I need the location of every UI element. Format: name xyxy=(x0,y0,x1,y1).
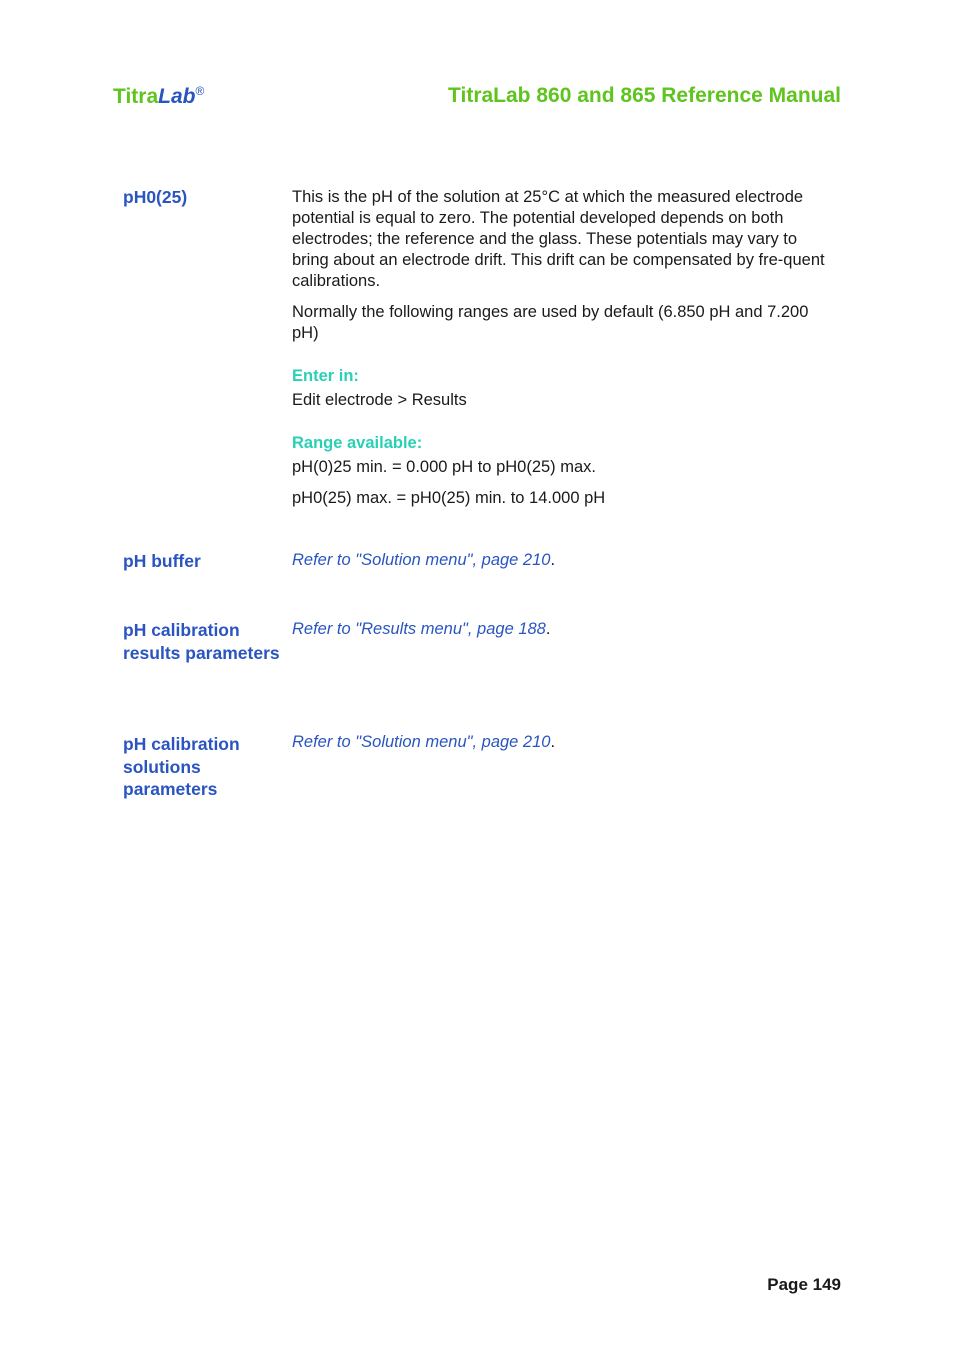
manual-title: TitraLab 860 and 865 Reference Manual xyxy=(448,84,841,107)
enter-in-label: Enter in: xyxy=(292,367,359,385)
ph-buffer-description: Refer to "Solution menu", page 210. xyxy=(292,551,556,569)
ph-calibration-results-description: Refer to "Results menu", page 188. xyxy=(292,620,551,638)
ph0-25-paragraph-2: Normally the following ranges are used by default (6.850 pH and 7.200 pH) xyxy=(292,303,809,342)
range-line-1: pH(0)25 min. = 0.000 pH to pH0(25) max. xyxy=(292,458,597,476)
brand-lab: Lab xyxy=(158,85,196,108)
brand-registered-mark: ® xyxy=(195,84,205,98)
enter-in-value: Edit electrode > Results xyxy=(292,391,467,409)
ph-calibration-results-reference-link[interactable]: Refer to "Results menu", page 188 xyxy=(292,620,546,638)
term-ph-buffer: pH buffer xyxy=(123,551,201,571)
ph-buffer-reference-link[interactable]: Refer to "Solution menu", page 210 xyxy=(292,551,551,569)
ph-calibration-solutions-reference-link[interactable]: Refer to "Solution menu", page 210 xyxy=(292,733,551,751)
range-line-2: pH0(25) max. = pH0(25) min. to 14.000 pH xyxy=(292,489,606,507)
term-ph-calibration-solutions-parameters: pH calibration solutions parameters xyxy=(123,734,240,799)
range-available-label: Range available: xyxy=(292,434,423,452)
brand-logo xyxy=(113,84,204,109)
ph0-25-paragraph-1: This is the pH of the solution at 25°C at which the measured electrode potential is equal to zero. The potential developed depends on both electrodes; the reference and the glass. These potentials may vary to bring about an electrode drift. This drift can be compensated by fre-quent calibrations. xyxy=(292,188,825,290)
term-ph0-25: pH0(25) xyxy=(123,187,188,207)
brand-titra: Titra xyxy=(113,85,159,108)
page-number: Page 149 xyxy=(767,1275,841,1294)
term-ph-calibration-results-parameters: pH calibration results parameters xyxy=(123,620,280,663)
ph-calibration-solutions-description: Refer to "Solution menu", page 210. xyxy=(292,733,556,751)
ph0-25-description xyxy=(292,187,837,519)
